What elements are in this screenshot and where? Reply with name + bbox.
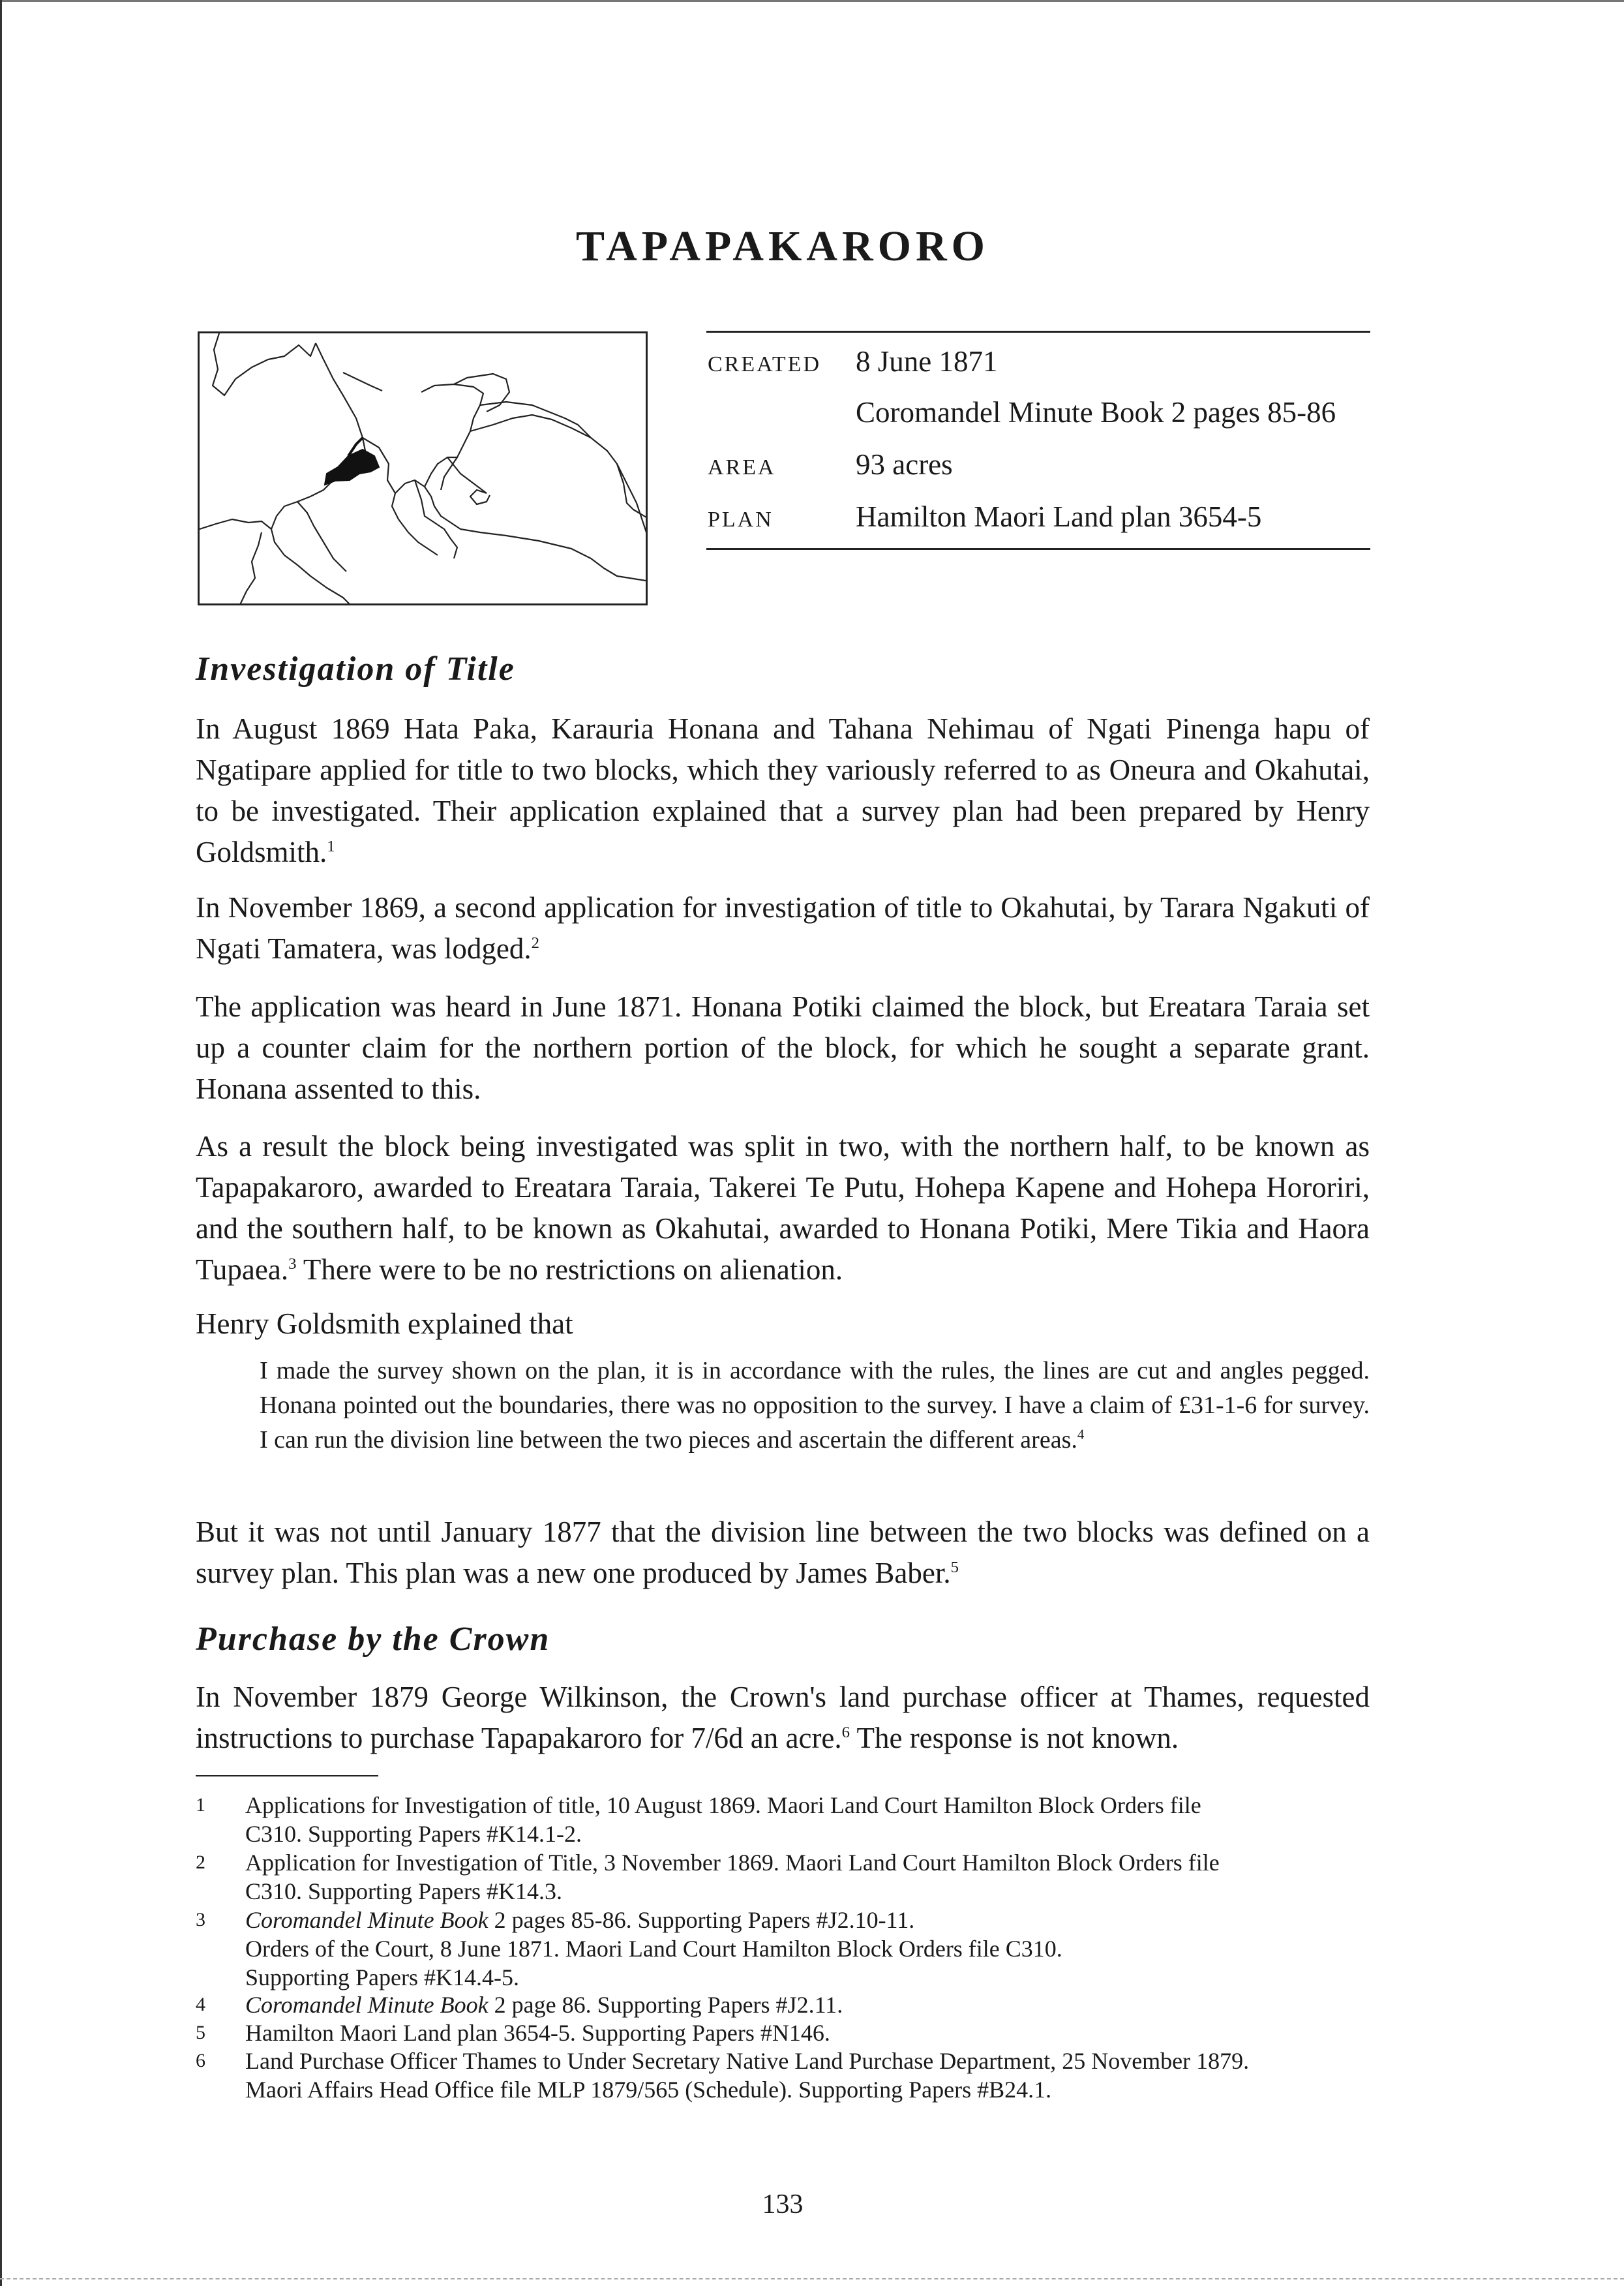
footnote-line: C310. Supporting Papers #K14.1-2. — [245, 1821, 582, 1847]
footnote-number: 6 — [196, 2050, 205, 2071]
page-title: TAPAPAKARORO — [576, 222, 989, 270]
footnote-number: 4 — [196, 1994, 205, 2015]
footnote-line: Orders of the Court, 8 June 1871. Maori Land Court Hamilton Block Orders file C310. — [245, 1936, 1062, 1962]
paragraph-3: The application was heard in June 1871. Honana Potiki claimed the block, but Ereatara Taraia set up a counter claim for the northern portion of the block, for which he sought a separate grant. Honana assented to this. — [196, 990, 1370, 1105]
page-number: 133 — [762, 2189, 804, 2219]
created-label: CREATED — [708, 352, 821, 376]
plan-value: Hamilton Maori Land plan 3654-5 — [856, 500, 1262, 533]
area-value: 93 acres — [856, 448, 953, 481]
footnote-line: Maori Affairs Head Office file MLP 1879/565 (Schedule). Supporting Papers #B24.1. — [245, 2077, 1052, 2103]
scan-edge-bottom — [0, 2278, 1624, 2281]
footnote-ref-1: 1 — [327, 838, 335, 855]
footnote-ref-2: 2 — [531, 934, 539, 952]
footnote-ref-5: 5 — [950, 1559, 959, 1576]
paragraph-4: As a result the block being investigated was split in two, with the northern half, to be known as Tapapakaroro, awarded to Ereatara Taraia, Takerei Te Putu, Hohepa Kapene and Hohepa Hororiri, and the southern half, to be known as Okahutai, awarded to Honana Potiki, Mere Tikia and Haora Tupaea.$^3$ There were to be no restrictions on alienation. — [196, 1130, 1370, 1286]
footnote-number: 1 — [196, 1794, 205, 1816]
plan-label: PLAN — [708, 508, 774, 532]
footnote-line: Supporting Papers #K14.4-5. — [245, 1964, 519, 1990]
footnote-title: Coromandel Minute Book — [245, 1907, 489, 1933]
area-label: AREA — [708, 455, 776, 480]
created-value: 8 June 1871 — [856, 345, 998, 378]
footnote-ref-3: 3 — [288, 1255, 297, 1273]
block-highlight — [325, 450, 379, 485]
footnote-line: Land Purchase Officer Thames to Under Secretary Native Land Purchase Department, 25 November 1879. — [245, 2048, 1250, 2074]
footnote-rule — [196, 1775, 378, 1776]
scan-edge-top — [0, 0, 1624, 2]
footnote-line: Applications for Investigation of title, 10 August 1869. Maori Land Court Hamilton Block Orders file — [245, 1792, 1201, 1818]
heading-purchase: Purchase by the Crown — [196, 1621, 550, 1658]
footnote-line: Application for Investigation of Title, 3 November 1869. Maori Land Court Hamilton Block Orders file — [245, 1850, 1220, 1876]
footnote-line: C310. Supporting Papers #K14.3. — [245, 1878, 562, 1904]
footnote-line: 2 pages 85-86. Supporting Papers #J2.10-11. — [488, 1907, 915, 1933]
paragraph-1: In August 1869 Hata Paka, Karauria Honana and Tahana Nehimau of Ngati Pinenga hapu of Ngatipare applied for title to two blocks, which they variously referred to as Oneura and Okahutai, to be investigated. Their application explained that a survey plan had been prepared by Henry Goldsmith.$^1$ — [196, 712, 1370, 868]
info-bottom-rule — [706, 548, 1370, 550]
block-quote: I made the survey shown on the plan, it is in accordance with the rules, the lines are cut and angles pegged. Honana pointed out the boundaries, there was no opposition to the survey. I have a claim of £31-1-6 for survey. I can run the division line between the two pieces and ascertain the different areas.$^4$ — [260, 1357, 1370, 1454]
paragraph-2: In November 1869, a second application for investigation of title to Okahutai, by Tarara Ngakuti of Ngati Tamatera, was lodged.$^2$ — [196, 891, 1370, 965]
paragraph-6: But it was not until January 1877 that the division line between the two blocks was defined on a survey plan. This plan was a new one produced by James Baber.$^5$ — [196, 1516, 1370, 1589]
footnote-title: Coromandel Minute Book — [245, 1992, 489, 2018]
heading-investigation: Investigation of Title — [196, 650, 515, 688]
footnote-ref-4: 4 — [1077, 1426, 1085, 1442]
footnote-ref-6: 6 — [841, 1724, 850, 1741]
footnote-line: 2 page 86. Supporting Papers #J2.11. — [488, 1992, 843, 2018]
paragraph-7: In November 1879 George Wilkinson, the Crown's land purchase officer at Thames, requested instructions to purchase Tapapakaroro for 7/6d an acre.$^6$ The response is not known. — [196, 1681, 1370, 1754]
location-map-drawing — [200, 333, 648, 605]
footnote-line: Hamilton Maori Land plan 3654-5. Supporting Papers #N146. — [245, 2020, 830, 2046]
location-map — [198, 331, 648, 605]
scan-edge-left — [0, 0, 2, 2286]
info-top-rule — [706, 331, 1370, 333]
paragraph-5: Henry Goldsmith explained that — [196, 1307, 573, 1340]
footnote-number: 5 — [196, 2022, 205, 2043]
footnote-number: 3 — [196, 1909, 205, 1930]
created-ref: Coromandel Minute Book 2 pages 85-86 — [856, 396, 1336, 429]
footnote-number: 2 — [196, 1852, 205, 1873]
